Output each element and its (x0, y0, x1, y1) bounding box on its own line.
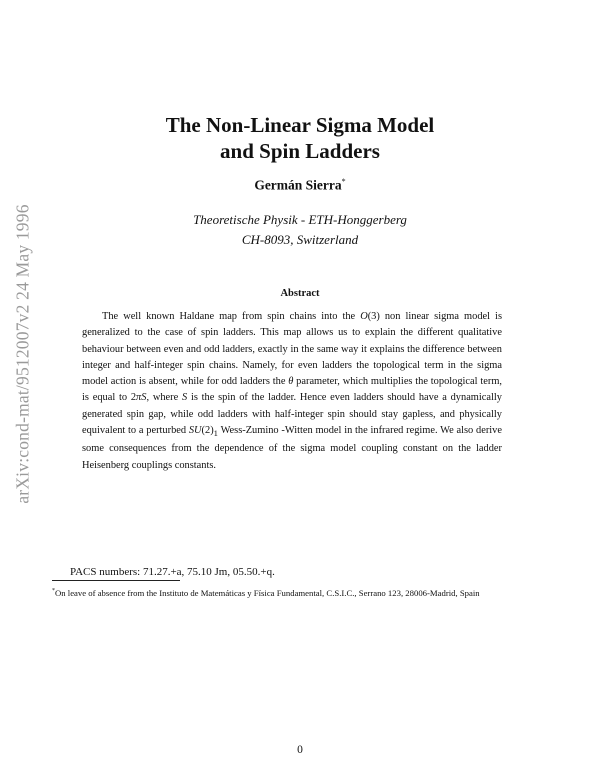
footnote-text: On leave of absence from the Instituto de Matemáticas y Física Fundamental, C.S.I.C., Serrano 123, 28006-Madrid, Spain (55, 587, 480, 598)
author-block (60, 177, 540, 194)
math-symbol: S (181, 392, 188, 404)
abstract-heading: Abstract (280, 288, 320, 299)
abstract-paragraph (82, 309, 502, 474)
affiliation-line-2: CH-8093, Switzerland (241, 232, 359, 247)
pacs-numbers: PACS numbers: 71.27.+a, 75.10 Jm, 05.50.+q. (70, 566, 275, 578)
math-symbol: π (136, 392, 142, 404)
affiliation (60, 210, 540, 250)
abstract-text: The well known Haldane map from spin chains into the (102, 311, 361, 322)
footnote-mark: * (52, 588, 55, 594)
math-subscript: 1 (213, 428, 218, 439)
math-symbol: SU (188, 425, 202, 437)
abstract-text: (3) non linear sigma model is generalized to the case of spin ladders. This map allows us to explain the different qualitative behaviour between even and odd ladders, exactly in the same way it explains the difference between integer and half-integer spin chains. Namely, for even ladders the topological term in the sigma model action is absent, while for odd ladders the (82, 311, 502, 388)
page-number: 0 (297, 744, 303, 756)
title-line-2: and Spin Ladders (220, 139, 380, 163)
paper-title (60, 112, 540, 164)
affiliation-line-1: Theoretische Physik - ETH-Honggerberg (193, 212, 407, 227)
author-name: Germán Sierra (254, 177, 342, 193)
abstract-body (82, 309, 502, 474)
arxiv-sidebar (6, 184, 40, 524)
footnote (52, 585, 502, 599)
footnote-divider (52, 580, 180, 581)
abstract-text: , where (146, 392, 182, 404)
math-symbol: θ (288, 376, 294, 388)
author-footnote-mark: * (341, 177, 346, 186)
abstract-text: parameter, which multiplies the topological term, is equal to 2 (82, 376, 502, 404)
abstract-text: is the spin of the ladder. Hence even ladders should have a dynamically generated spin gap, while odd ladders with half-integer spin should stay gapless, and physically equivalent to a perturbed (82, 392, 502, 437)
math-symbol: S (141, 392, 147, 404)
abstract-text: Wess-Zumino -Witten model in the infrared regime. We also derive some consequences from the dependence of the sigma model coupling constant on the ladder Heisenberg couplings constants. (82, 425, 502, 471)
title-line-1: The Non-Linear Sigma Model (165, 113, 435, 137)
abstract-text: (2) (201, 425, 214, 437)
arxiv-identifier: arXiv:cond-mat/9512007v2 24 May 1996 (12, 204, 33, 504)
math-symbol: O (360, 311, 368, 322)
